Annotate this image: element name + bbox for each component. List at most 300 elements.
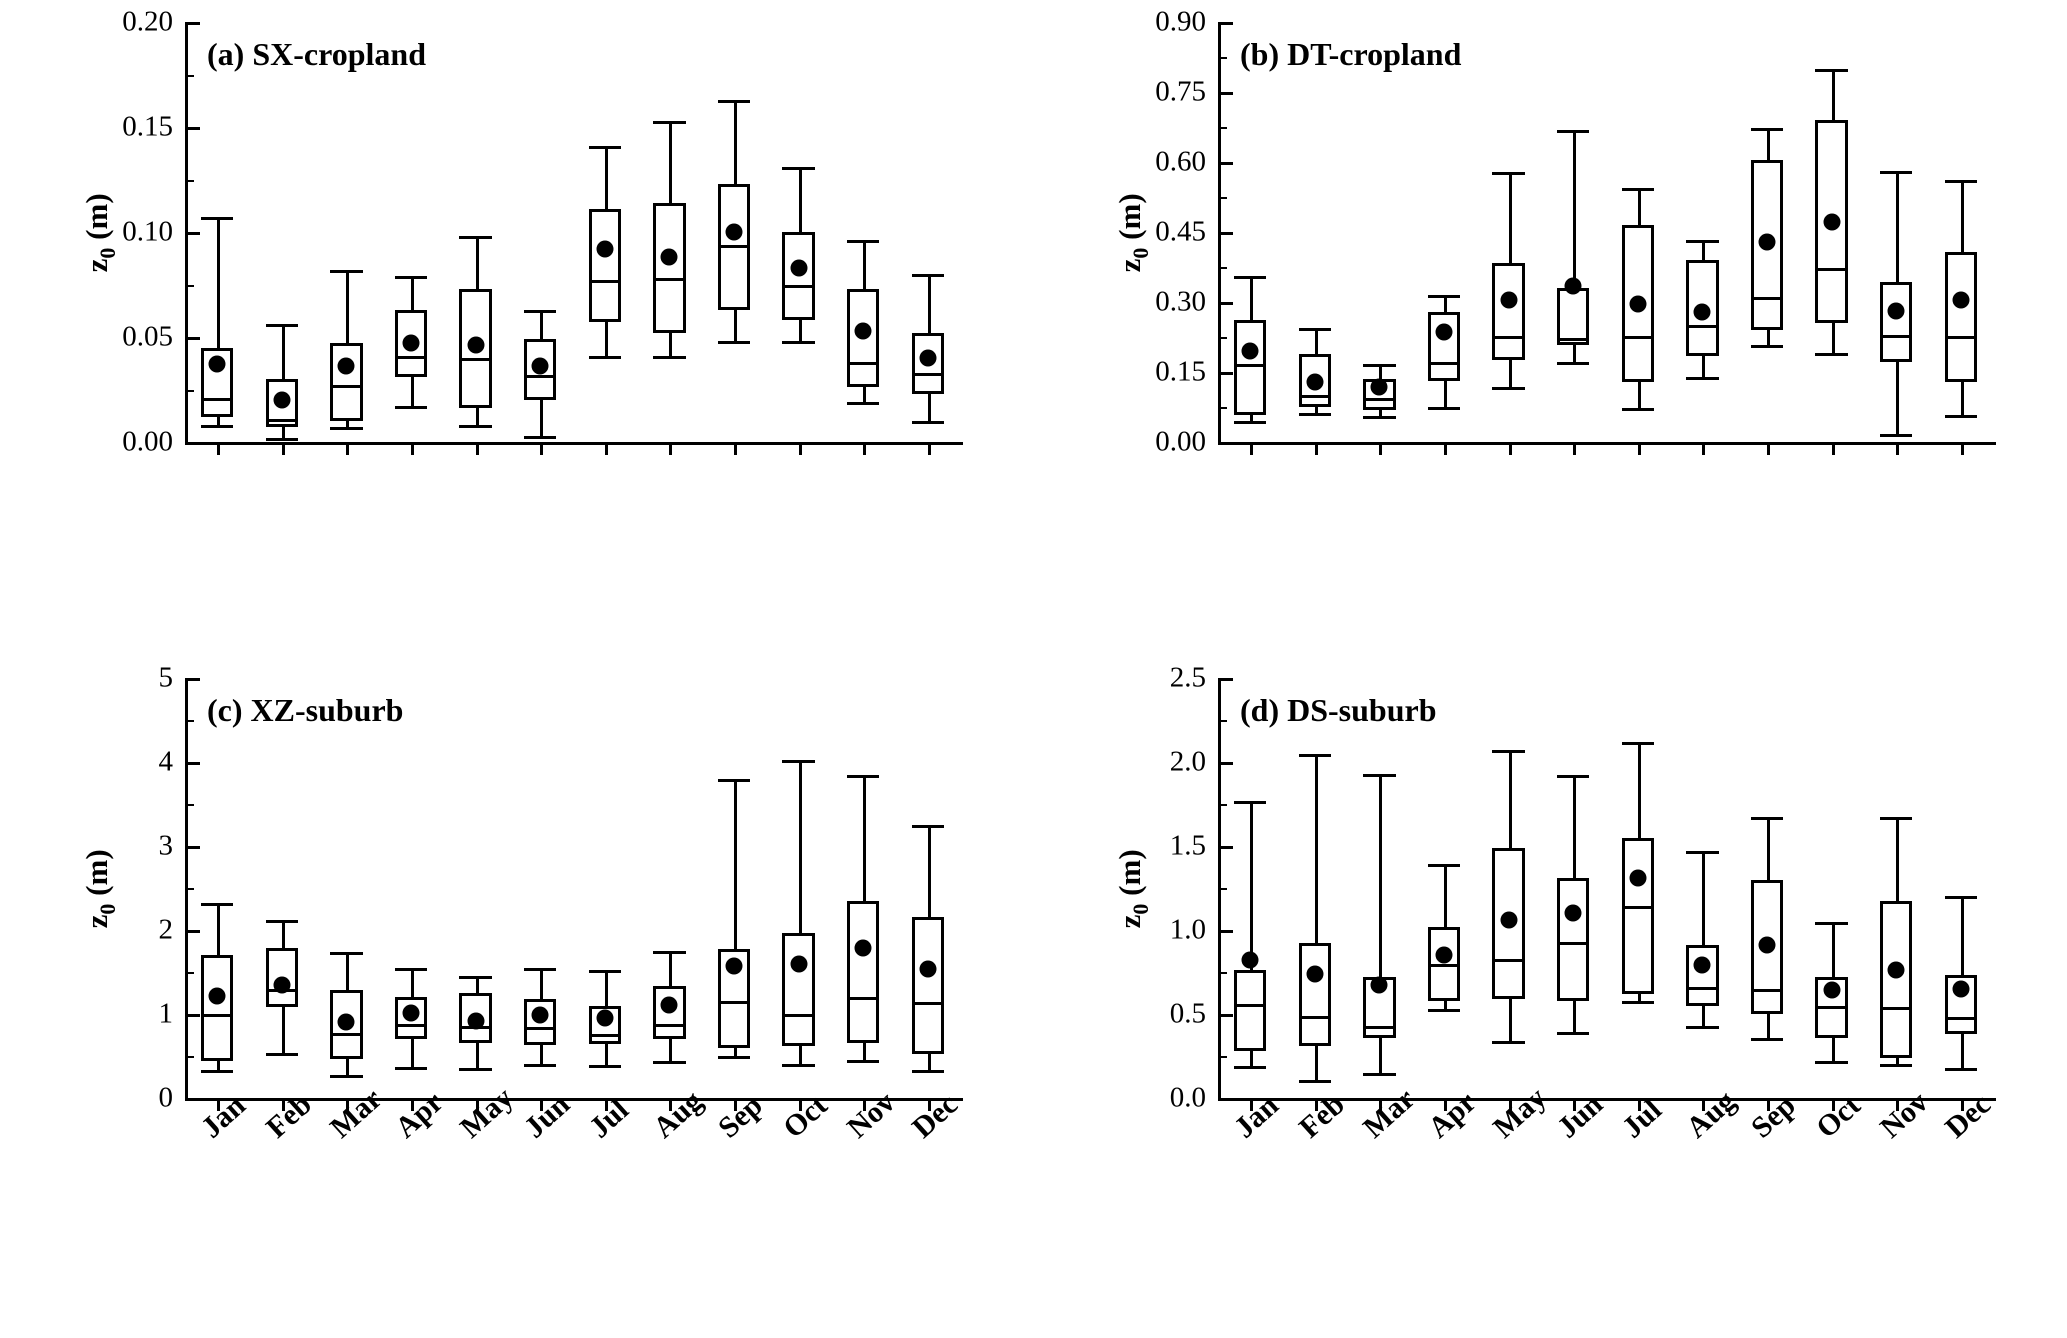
box: [1945, 252, 1977, 383]
whisker-cap-upper: [1751, 817, 1783, 820]
whisker-cap-upper: [524, 968, 556, 971]
y-axis-tick-label: 0.00: [1155, 425, 1206, 458]
mean-marker: [1952, 980, 1969, 997]
whisker-cap-lower: [1299, 413, 1331, 416]
box: [1299, 943, 1331, 1045]
median-line: [1880, 1007, 1912, 1010]
box: [1557, 878, 1589, 1001]
x-axis-tick: [1315, 442, 1318, 455]
whisker-cap-lower: [1492, 387, 1524, 390]
whisker-cap-upper: [201, 217, 233, 220]
whisker-cap-lower: [847, 1060, 879, 1063]
median-line: [912, 1002, 944, 1005]
mean-marker: [403, 335, 420, 352]
mean-marker: [1888, 303, 1905, 320]
y-axis-tick: [185, 22, 200, 25]
box: [1234, 320, 1266, 415]
whisker-cap-lower: [330, 427, 362, 430]
box: [1880, 282, 1912, 361]
whisker-cap-upper: [847, 775, 879, 778]
y-axis-minor-tick: [1218, 1056, 1227, 1058]
median-line: [589, 1034, 621, 1037]
median-line: [1945, 336, 1977, 339]
median-line: [1880, 335, 1912, 338]
whisker-cap-upper: [847, 240, 879, 243]
box: [1557, 288, 1589, 345]
whisker-cap-upper: [1622, 742, 1654, 745]
whisker-cap-lower: [782, 341, 814, 344]
y-axis-tick: [1218, 846, 1233, 849]
y-axis-tick-label: 1.0: [1169, 913, 1206, 946]
whisker-cap-upper: [395, 276, 427, 279]
x-axis-tick-label: Jul: [582, 1093, 635, 1145]
x-axis-tick: [605, 442, 608, 455]
mean-marker: [532, 1006, 549, 1023]
y-axis-tick-label: 0.60: [1155, 145, 1206, 178]
x-axis-tick: [1509, 442, 1512, 455]
y-axis-label: $z_0$ (m): [1112, 193, 1153, 273]
median-line: [1428, 964, 1460, 967]
x-axis-tick-label: Jun: [1551, 1087, 1610, 1145]
box: [201, 955, 233, 1061]
median-line: [782, 1014, 814, 1017]
whisker-cap-lower: [653, 356, 685, 359]
x-axis-tick-label: Apr: [389, 1085, 450, 1145]
mean-marker: [855, 322, 872, 339]
whisker-cap-lower: [1234, 421, 1266, 424]
x-axis-tick: [863, 442, 866, 455]
whisker-cap-lower: [1686, 1026, 1718, 1029]
whisker-cap-lower: [266, 1053, 298, 1056]
median-line: [330, 1033, 362, 1036]
whisker-cap-upper: [395, 968, 427, 971]
x-axis-tick: [1573, 442, 1576, 455]
whisker-cap-lower: [1815, 353, 1847, 356]
y-axis-minor-tick: [1218, 337, 1227, 339]
panel-c: [0, 660, 1033, 1338]
y-axis-tick: [1218, 162, 1233, 165]
box: [782, 933, 814, 1046]
whisker-cap-upper: [330, 270, 362, 273]
whisker-cap-upper: [1622, 188, 1654, 191]
whisker-cap-upper: [459, 236, 491, 239]
x-axis-tick: [1638, 442, 1641, 455]
mean-marker: [1242, 343, 1259, 360]
median-line: [524, 375, 556, 378]
mean-marker: [1629, 296, 1646, 313]
mean-marker: [919, 350, 936, 367]
whisker-cap-lower: [459, 1068, 491, 1071]
x-axis-tick-label: Apr: [1422, 1085, 1483, 1145]
mean-marker: [1500, 291, 1517, 308]
box: [1492, 263, 1524, 360]
y-axis-minor-tick: [185, 180, 194, 182]
y-axis-tick: [1218, 22, 1233, 25]
y-axis-tick-label: 0.20: [122, 5, 173, 38]
median-line: [201, 1014, 233, 1017]
median-line: [847, 997, 879, 1000]
x-axis-tick-label: Jul: [1615, 1093, 1668, 1145]
median-line: [1622, 336, 1654, 339]
whisker-cap-upper: [266, 324, 298, 327]
whisker-cap-upper: [589, 970, 621, 973]
whisker-cap-lower: [1945, 1068, 1977, 1071]
y-axis-minor-tick: [1218, 267, 1227, 269]
x-axis-tick: [1444, 442, 1447, 455]
mean-marker: [790, 956, 807, 973]
x-axis-tick-label: Sep: [711, 1088, 769, 1145]
whisker-cap-lower: [653, 1061, 685, 1064]
whisker-cap-upper: [653, 951, 685, 954]
y-axis-minor-tick: [185, 1056, 194, 1058]
median-line: [1557, 942, 1589, 945]
whisker-cap-lower: [718, 1056, 750, 1059]
mean-marker: [661, 249, 678, 266]
y-axis-tick: [1218, 762, 1233, 765]
y-axis-tick: [185, 1014, 200, 1017]
whisker-cap-lower: [1622, 408, 1654, 411]
x-axis-tick-label: Feb: [259, 1087, 318, 1145]
y-axis-minor-tick: [185, 285, 194, 287]
whisker-cap-upper: [718, 779, 750, 782]
panel-d: [1033, 660, 2067, 1338]
mean-marker: [661, 996, 678, 1013]
y-axis-tick-label: 0.30: [1155, 285, 1206, 318]
x-axis-tick: [346, 442, 349, 455]
x-axis-tick-label: Jun: [518, 1087, 577, 1145]
y-axis-minor-tick: [1218, 888, 1227, 890]
y-axis-tick-label: 2.5: [1169, 661, 1206, 694]
whisker-cap-upper: [1945, 180, 1977, 183]
x-axis-tick: [1250, 442, 1253, 455]
median-line: [1945, 1017, 1977, 1020]
mean-marker: [1242, 952, 1259, 969]
mean-marker: [1694, 957, 1711, 974]
whisker-cap-upper: [912, 274, 944, 277]
x-axis-tick: [217, 442, 220, 455]
whisker-cap-upper: [1363, 364, 1395, 367]
plot-axes: [1218, 22, 1996, 445]
y-axis-tick-label: 0.0: [1169, 1081, 1206, 1114]
median-line: [1234, 364, 1266, 367]
y-axis-tick-label: 0.15: [122, 110, 173, 143]
whisker-cap-lower: [718, 341, 750, 344]
x-axis-tick-label: May: [1486, 1080, 1553, 1145]
whisker-cap-upper: [459, 976, 491, 979]
mean-marker: [1823, 982, 1840, 999]
median-line: [1234, 1004, 1266, 1007]
whisker-cap-lower: [330, 1075, 362, 1078]
whisker-cap-upper: [1815, 69, 1847, 72]
mean-marker: [209, 987, 226, 1004]
whisker-cap-upper: [1880, 817, 1912, 820]
whisker-cap-upper: [1299, 754, 1331, 757]
median-line: [1751, 989, 1783, 992]
x-axis-tick: [1379, 442, 1382, 455]
y-axis-minor-tick: [1218, 720, 1227, 722]
box: [1622, 838, 1654, 994]
y-axis-tick: [1218, 232, 1233, 235]
y-axis-tick: [185, 337, 200, 340]
whisker-cap-upper: [1492, 750, 1524, 753]
median-line: [1622, 906, 1654, 909]
mean-marker: [1823, 213, 1840, 230]
y-axis-label: $z_0$ (m): [79, 193, 120, 273]
x-axis-tick: [669, 442, 672, 455]
x-axis-tick-label: Aug: [1680, 1084, 1743, 1145]
mean-marker: [596, 1010, 613, 1027]
whisker-cap-lower: [1751, 1038, 1783, 1041]
whisker-cap-lower: [1557, 362, 1589, 365]
mean-marker: [725, 958, 742, 975]
y-axis-tick: [1218, 372, 1233, 375]
y-axis-tick: [1218, 442, 1233, 445]
y-axis-label: $z_0$ (m): [79, 849, 120, 929]
mean-marker: [1436, 324, 1453, 341]
y-axis-label: $z_0$ (m): [1112, 849, 1153, 929]
whisker-cap-lower: [201, 1070, 233, 1073]
y-axis-minor-tick: [1218, 804, 1227, 806]
y-axis-tick-label: 4: [158, 745, 173, 778]
mean-marker: [338, 1014, 355, 1031]
whisker-cap-lower: [201, 425, 233, 428]
x-axis-tick-label: Mar: [1357, 1082, 1422, 1145]
median-line: [653, 1024, 685, 1027]
mean-marker: [209, 356, 226, 373]
x-axis-tick: [799, 442, 802, 455]
panel-title: (c) XZ-suburb: [207, 692, 404, 728]
y-axis-tick-label: 2.0: [1169, 745, 1206, 778]
whisker-cap-lower: [1234, 1066, 1266, 1069]
y-axis-tick-label: 2: [158, 913, 173, 946]
whisker-cap-lower: [1557, 1032, 1589, 1035]
y-axis-tick-label: 0: [158, 1081, 173, 1114]
y-axis-tick-label: 0.05: [122, 320, 173, 353]
whisker-cap-upper: [653, 121, 685, 124]
whisker-cap-upper: [330, 952, 362, 955]
median-line: [524, 1027, 556, 1030]
y-axis-tick: [185, 127, 200, 130]
panel-a: [0, 0, 1033, 660]
whisker-cap-upper: [1751, 128, 1783, 131]
x-axis-tick-label: Nov: [1874, 1085, 1935, 1145]
whisker-cap-upper: [1428, 864, 1460, 867]
whisker-cap-upper: [1234, 801, 1266, 804]
y-axis-tick: [185, 678, 200, 681]
panel-title: (d) DS-suburb: [1240, 692, 1437, 728]
x-axis-tick-label: Jan: [195, 1088, 253, 1145]
mean-marker: [403, 1005, 420, 1022]
whisker-cap-upper: [1557, 130, 1589, 133]
y-axis-tick-label: 1: [158, 997, 173, 1030]
mean-marker: [467, 337, 484, 354]
x-axis-tick: [282, 442, 285, 455]
x-axis-tick-label: May: [453, 1080, 520, 1145]
x-axis-tick-label: Dec: [1938, 1087, 1997, 1145]
y-axis-minor-tick: [185, 972, 194, 974]
mean-marker: [790, 259, 807, 276]
y-axis-minor-tick: [1218, 197, 1227, 199]
median-line: [1363, 398, 1395, 401]
x-axis-tick-label: Mar: [324, 1082, 389, 1145]
x-axis-tick-label: Oct: [776, 1088, 834, 1145]
y-axis-tick-label: 0.75: [1155, 75, 1206, 108]
whisker-cap-upper: [782, 760, 814, 763]
y-axis-tick: [1218, 92, 1233, 95]
x-axis-tick: [476, 442, 479, 455]
median-line: [718, 245, 750, 248]
y-axis-minor-tick: [1218, 407, 1227, 409]
whisker-cap-lower: [1751, 345, 1783, 348]
median-line: [653, 278, 685, 281]
box: [847, 901, 879, 1043]
y-axis-minor-tick: [185, 75, 194, 77]
mean-marker: [919, 960, 936, 977]
y-axis-tick: [1218, 1014, 1233, 1017]
whisker-cap-lower: [1815, 1061, 1847, 1064]
mean-marker: [1952, 291, 1969, 308]
median-line: [912, 373, 944, 376]
whisker-cap-lower: [912, 1070, 944, 1073]
median-line: [1815, 268, 1847, 271]
whisker-cap-upper: [1686, 851, 1718, 854]
median-line: [782, 285, 814, 288]
y-axis-tick: [185, 930, 200, 933]
mean-marker: [1565, 905, 1582, 922]
median-line: [266, 419, 298, 422]
whisker-cap-lower: [1428, 1009, 1460, 1012]
whisker-cap-upper: [782, 167, 814, 170]
mean-marker: [1565, 277, 1582, 294]
median-line: [718, 1001, 750, 1004]
mean-marker: [1500, 911, 1517, 928]
y-axis-minor-tick: [1218, 972, 1227, 974]
mean-marker: [1758, 937, 1775, 954]
whisker-cap-lower: [395, 1067, 427, 1070]
panel-title: (a) SX-cropland: [207, 36, 426, 72]
whisker-cap-upper: [912, 825, 944, 828]
median-line: [1428, 362, 1460, 365]
x-axis-tick-label: Feb: [1292, 1087, 1351, 1145]
box: [653, 203, 685, 333]
whisker-cap-lower: [1363, 416, 1395, 419]
whisker-cap-lower: [847, 402, 879, 405]
y-axis-tick-label: 1.5: [1169, 829, 1206, 862]
whisker-cap-lower: [1622, 1001, 1654, 1004]
whisker-cap-lower: [1686, 377, 1718, 380]
whisker-cap-lower: [1945, 415, 1977, 418]
box: [589, 209, 621, 322]
whisker-cap-lower: [589, 356, 621, 359]
mean-marker: [596, 240, 613, 257]
mean-marker: [467, 1012, 484, 1029]
x-axis-tick-label: Aug: [647, 1084, 710, 1145]
box: [912, 917, 944, 1055]
median-line: [201, 398, 233, 401]
whisker-cap-lower: [459, 425, 491, 428]
x-axis-tick: [1702, 442, 1705, 455]
whisker-cap-upper: [1234, 276, 1266, 279]
whisker-cap-lower: [1299, 1080, 1331, 1083]
mean-marker: [1371, 378, 1388, 395]
median-line: [1686, 325, 1718, 328]
y-axis-tick: [185, 1098, 200, 1101]
x-axis-tick: [928, 442, 931, 455]
mean-marker: [1694, 304, 1711, 321]
panel-title: (b) DT-cropland: [1240, 36, 1462, 72]
whisker-cap-upper: [1363, 774, 1395, 777]
median-line: [1815, 1006, 1847, 1009]
median-line: [1299, 1016, 1331, 1019]
y-axis-tick: [1218, 678, 1233, 681]
mean-marker: [1306, 965, 1323, 982]
whisker-cap-lower: [395, 406, 427, 409]
median-line: [1363, 1026, 1395, 1029]
box: [1428, 312, 1460, 381]
x-axis-tick: [1767, 442, 1770, 455]
x-axis-tick-label: Jan: [1228, 1088, 1286, 1145]
whisker-cap-upper: [524, 310, 556, 313]
mean-marker: [338, 358, 355, 375]
x-axis-tick: [411, 442, 414, 455]
y-axis-tick: [1218, 930, 1233, 933]
median-line: [847, 362, 879, 365]
whisker-cap-upper: [718, 100, 750, 103]
median-line: [589, 280, 621, 283]
whisker-cap-upper: [1686, 240, 1718, 243]
x-axis-tick: [540, 442, 543, 455]
y-axis-tick: [185, 846, 200, 849]
mean-marker: [1371, 977, 1388, 994]
x-axis-tick-label: Oct: [1809, 1088, 1867, 1145]
whisker-cap-upper: [1815, 922, 1847, 925]
mean-marker: [1888, 962, 1905, 979]
y-axis-tick-label: 0.45: [1155, 215, 1206, 248]
median-line: [395, 1024, 427, 1027]
median-line: [1686, 987, 1718, 990]
whisker-cap-upper: [266, 920, 298, 923]
median-line: [1751, 297, 1783, 300]
x-axis-tick-label: Sep: [1744, 1088, 1802, 1145]
y-axis-tick: [185, 442, 200, 445]
x-axis-tick: [734, 442, 737, 455]
mean-marker: [273, 976, 290, 993]
box: [1234, 970, 1266, 1051]
whisker-cap-lower: [524, 436, 556, 439]
mean-marker: [273, 392, 290, 409]
y-axis-tick-label: 0.10: [122, 215, 173, 248]
whisker-cap-lower: [524, 1064, 556, 1067]
mean-marker: [1436, 947, 1453, 964]
y-axis-tick-label: 0.5: [1169, 997, 1206, 1030]
mean-marker: [725, 224, 742, 241]
y-axis-minor-tick: [1218, 57, 1227, 59]
whisker-cap-upper: [1880, 171, 1912, 174]
whisker-cap-lower: [266, 438, 298, 441]
y-axis-tick: [1218, 302, 1233, 305]
median-line: [330, 385, 362, 388]
y-axis-tick-label: 3: [158, 829, 173, 862]
whisker-cap-lower: [1492, 1041, 1524, 1044]
y-axis-minor-tick: [185, 720, 194, 722]
y-axis-minor-tick: [185, 390, 194, 392]
whisker-cap-lower: [1880, 1064, 1912, 1067]
median-line: [395, 356, 427, 359]
y-axis-tick-label: 0.90: [1155, 5, 1206, 38]
x-axis-tick: [1896, 442, 1899, 455]
box: [1880, 901, 1912, 1057]
median-line: [1492, 336, 1524, 339]
